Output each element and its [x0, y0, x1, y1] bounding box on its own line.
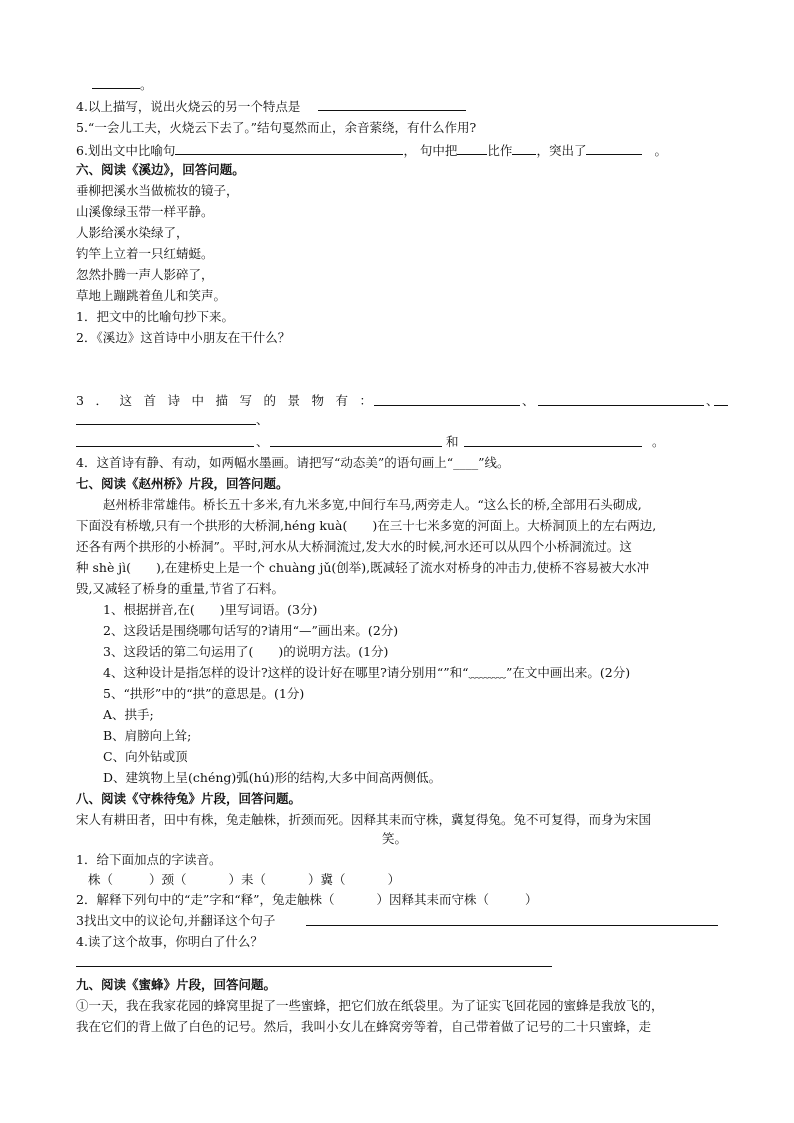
poem-line: 垂柳把溪水当做梳妆的镜子， — [76, 183, 239, 198]
punct: 、 — [522, 393, 535, 408]
question-5-bridge: 5、“拱形”中的“拱”的意思是。(1分) — [103, 686, 305, 701]
question-1-bridge: 1、根据拼音,在( )里写词语。(3分) — [103, 602, 318, 617]
question-text: 6.划出文中比喻句 — [76, 143, 176, 158]
answer-blank[interactable] — [538, 405, 704, 406]
question-2-bridge: 2、这段话是围绕哪句话写的?请用“—”画出来。(2分) — [103, 623, 399, 638]
char: ）冀（ — [308, 872, 346, 887]
question-text: 比作 — [487, 143, 513, 158]
question-text: 4.以上描写，说出火烧云的另一个特点是 — [76, 99, 301, 114]
question-2-rabbit — [76, 890, 538, 910]
question-3-bridge: 3、这段话的第二句运用了( )的说明方法。(1分) — [103, 644, 389, 659]
answer-blank[interactable] — [512, 140, 536, 155]
passage-line: 赵州桥非常雄伟。桥长五十多米,有九米多宽,中间行车马,两旁走人。“这么长的桥,全部用石头砌成, — [103, 497, 642, 512]
option-b[interactable]: B、肩膀向上耸; — [103, 728, 192, 743]
passage-line: 宋人有耕田者，田中有株，兔走触株，折颈而死。因释其耒而守株，冀复得兔。兔不可复得，而身为宋国 — [76, 812, 652, 827]
question-5-fire-cloud: 5.“一会儿工夫，火烧云下去了。”结句戛然而止，余音萦绕，有什么作用? — [76, 120, 477, 135]
answer-line-prev — [92, 74, 153, 94]
section-7-heading: 七、阅读《赵州桥》片段，回答问题。 — [76, 476, 289, 491]
question-text: 3．这首诗中描写的景物有： — [76, 393, 384, 408]
passage-line: ①一天，我在我家花园的蜂窝里捉了一些蜜蜂，把它们放在纸袋里。为了证实飞回花园的蜜蜂是我放飞的， — [76, 998, 664, 1013]
question-text: 和 — [446, 434, 459, 449]
question-text: 3找出文中的议论句,并翻译这个句子 — [76, 913, 276, 928]
passage-line: 毁,又减轻了桥身的重量,节省了石料。 — [76, 581, 284, 596]
question-text: 2．解释下列句中的“走”字和“释”，兔走触株（ — [76, 892, 335, 907]
option-a[interactable]: A、拱手; — [103, 707, 154, 722]
question-text: ， 句中把 — [403, 143, 458, 158]
answer-blank[interactable] — [76, 424, 256, 425]
option-c[interactable]: C、向外钻或顶 — [103, 749, 188, 764]
question-text: ，突出了 — [536, 143, 587, 158]
poem-line: 山溪像绿玉带一样平静。 — [76, 204, 214, 219]
question-4-bridge: 4、这种设计是指怎样的设计?这样的设计好在哪里?请分别用“”和“﹏﹏﹏”在文中画出来。(2分) — [103, 665, 631, 680]
answer-blank[interactable] — [714, 405, 728, 406]
punct: 。 — [140, 77, 153, 92]
char: ）耒（ — [228, 872, 267, 887]
poem-line: 钓竿上立着一只红蜻蜓。 — [76, 246, 214, 261]
option-d[interactable]: D、建筑物上呈(chéng)弧(hú)形的结构,大多中间高两侧低。 — [103, 770, 442, 785]
pronunciation-row — [88, 870, 400, 890]
answer-blank[interactable] — [306, 925, 718, 926]
poem-line: 草地上蹦跳着鱼儿和笑声。 — [76, 288, 227, 303]
punct: 。 — [654, 143, 667, 158]
answer-blank[interactable] — [76, 966, 552, 967]
question-text: ） — [525, 892, 538, 907]
char: ） — [387, 872, 401, 887]
question-6-metaphor — [76, 140, 667, 160]
punct: 。 — [652, 434, 665, 449]
punct: 、 — [256, 434, 269, 449]
passage-line: 笑。 — [382, 831, 408, 846]
question-text: ）因释其耒而守株（ — [376, 892, 490, 907]
question-3-poem — [76, 391, 383, 411]
answer-blank[interactable] — [270, 446, 442, 447]
answer-blank[interactable] — [175, 140, 403, 155]
answer-blank[interactable] — [374, 405, 520, 406]
char: ）颈（ — [149, 872, 187, 887]
punct: 、 — [706, 393, 719, 408]
passage-line: 下面没有桥墩,只有一个拱形的大桥洞,héng kuà( )在三十七米多宽的河面上。大桥洞顶上的左右两边, — [76, 518, 657, 533]
poem-line: 人影给溪水染绿了， — [76, 225, 189, 240]
question-1-poem: 1．把文中的比喻句抄下来。 — [76, 309, 234, 324]
passage-line: 种 shè jì( ),在建桥史上是一个 chuàng jǔ(创举),既减轻了流水对桥身的冲击力,使桥不容易被大水冲 — [76, 560, 650, 575]
answer-blank[interactable] — [586, 140, 642, 155]
answer-blank[interactable] — [76, 446, 254, 447]
section-6-heading: 六、阅读《溪边》，回答问题。 — [76, 162, 245, 177]
question-1-rabbit: 1．给下面加点的字读音。 — [76, 852, 222, 867]
question-4-poem: 4．这首诗有静、有动，如两幅水墨画。请把写“动态美”的语句画上“____”线。 — [76, 455, 510, 470]
char: 株（ — [88, 872, 114, 887]
passage-line: 我在它们的背上做了白色的记号。然后，我叫小女儿在蜂窝旁等着，自己带着做了记号的二十只蜜蜂，走 — [76, 1019, 652, 1034]
answer-blank[interactable] — [457, 140, 487, 155]
question-4-fire-cloud — [76, 96, 466, 116]
question-2-poem: 2．《溪边》这首诗中小朋友在干什么？ — [76, 330, 291, 345]
answer-blank[interactable] — [318, 96, 466, 111]
question-3-rabbit — [76, 911, 275, 931]
answer-blank[interactable] — [464, 446, 642, 447]
passage-line: 还各有两个拱形的小桥洞”。平时,河水从大桥洞流过,发大水的时候,河水还可以从四个小桥洞流过。这 — [76, 539, 632, 554]
poem-line: 忽然扑腾一声人影碎了， — [76, 267, 214, 282]
section-9-heading: 九、阅读《蜜蜂》片段，回答问题。 — [76, 977, 277, 992]
section-8-heading: 八、阅读《守株待兔》片段，回答问题。 — [76, 791, 302, 806]
blank[interactable] — [92, 74, 140, 89]
question-4-rabbit: 4.读了这个故事，你明白了什么？ — [76, 934, 263, 949]
punct: 、 — [256, 412, 269, 427]
